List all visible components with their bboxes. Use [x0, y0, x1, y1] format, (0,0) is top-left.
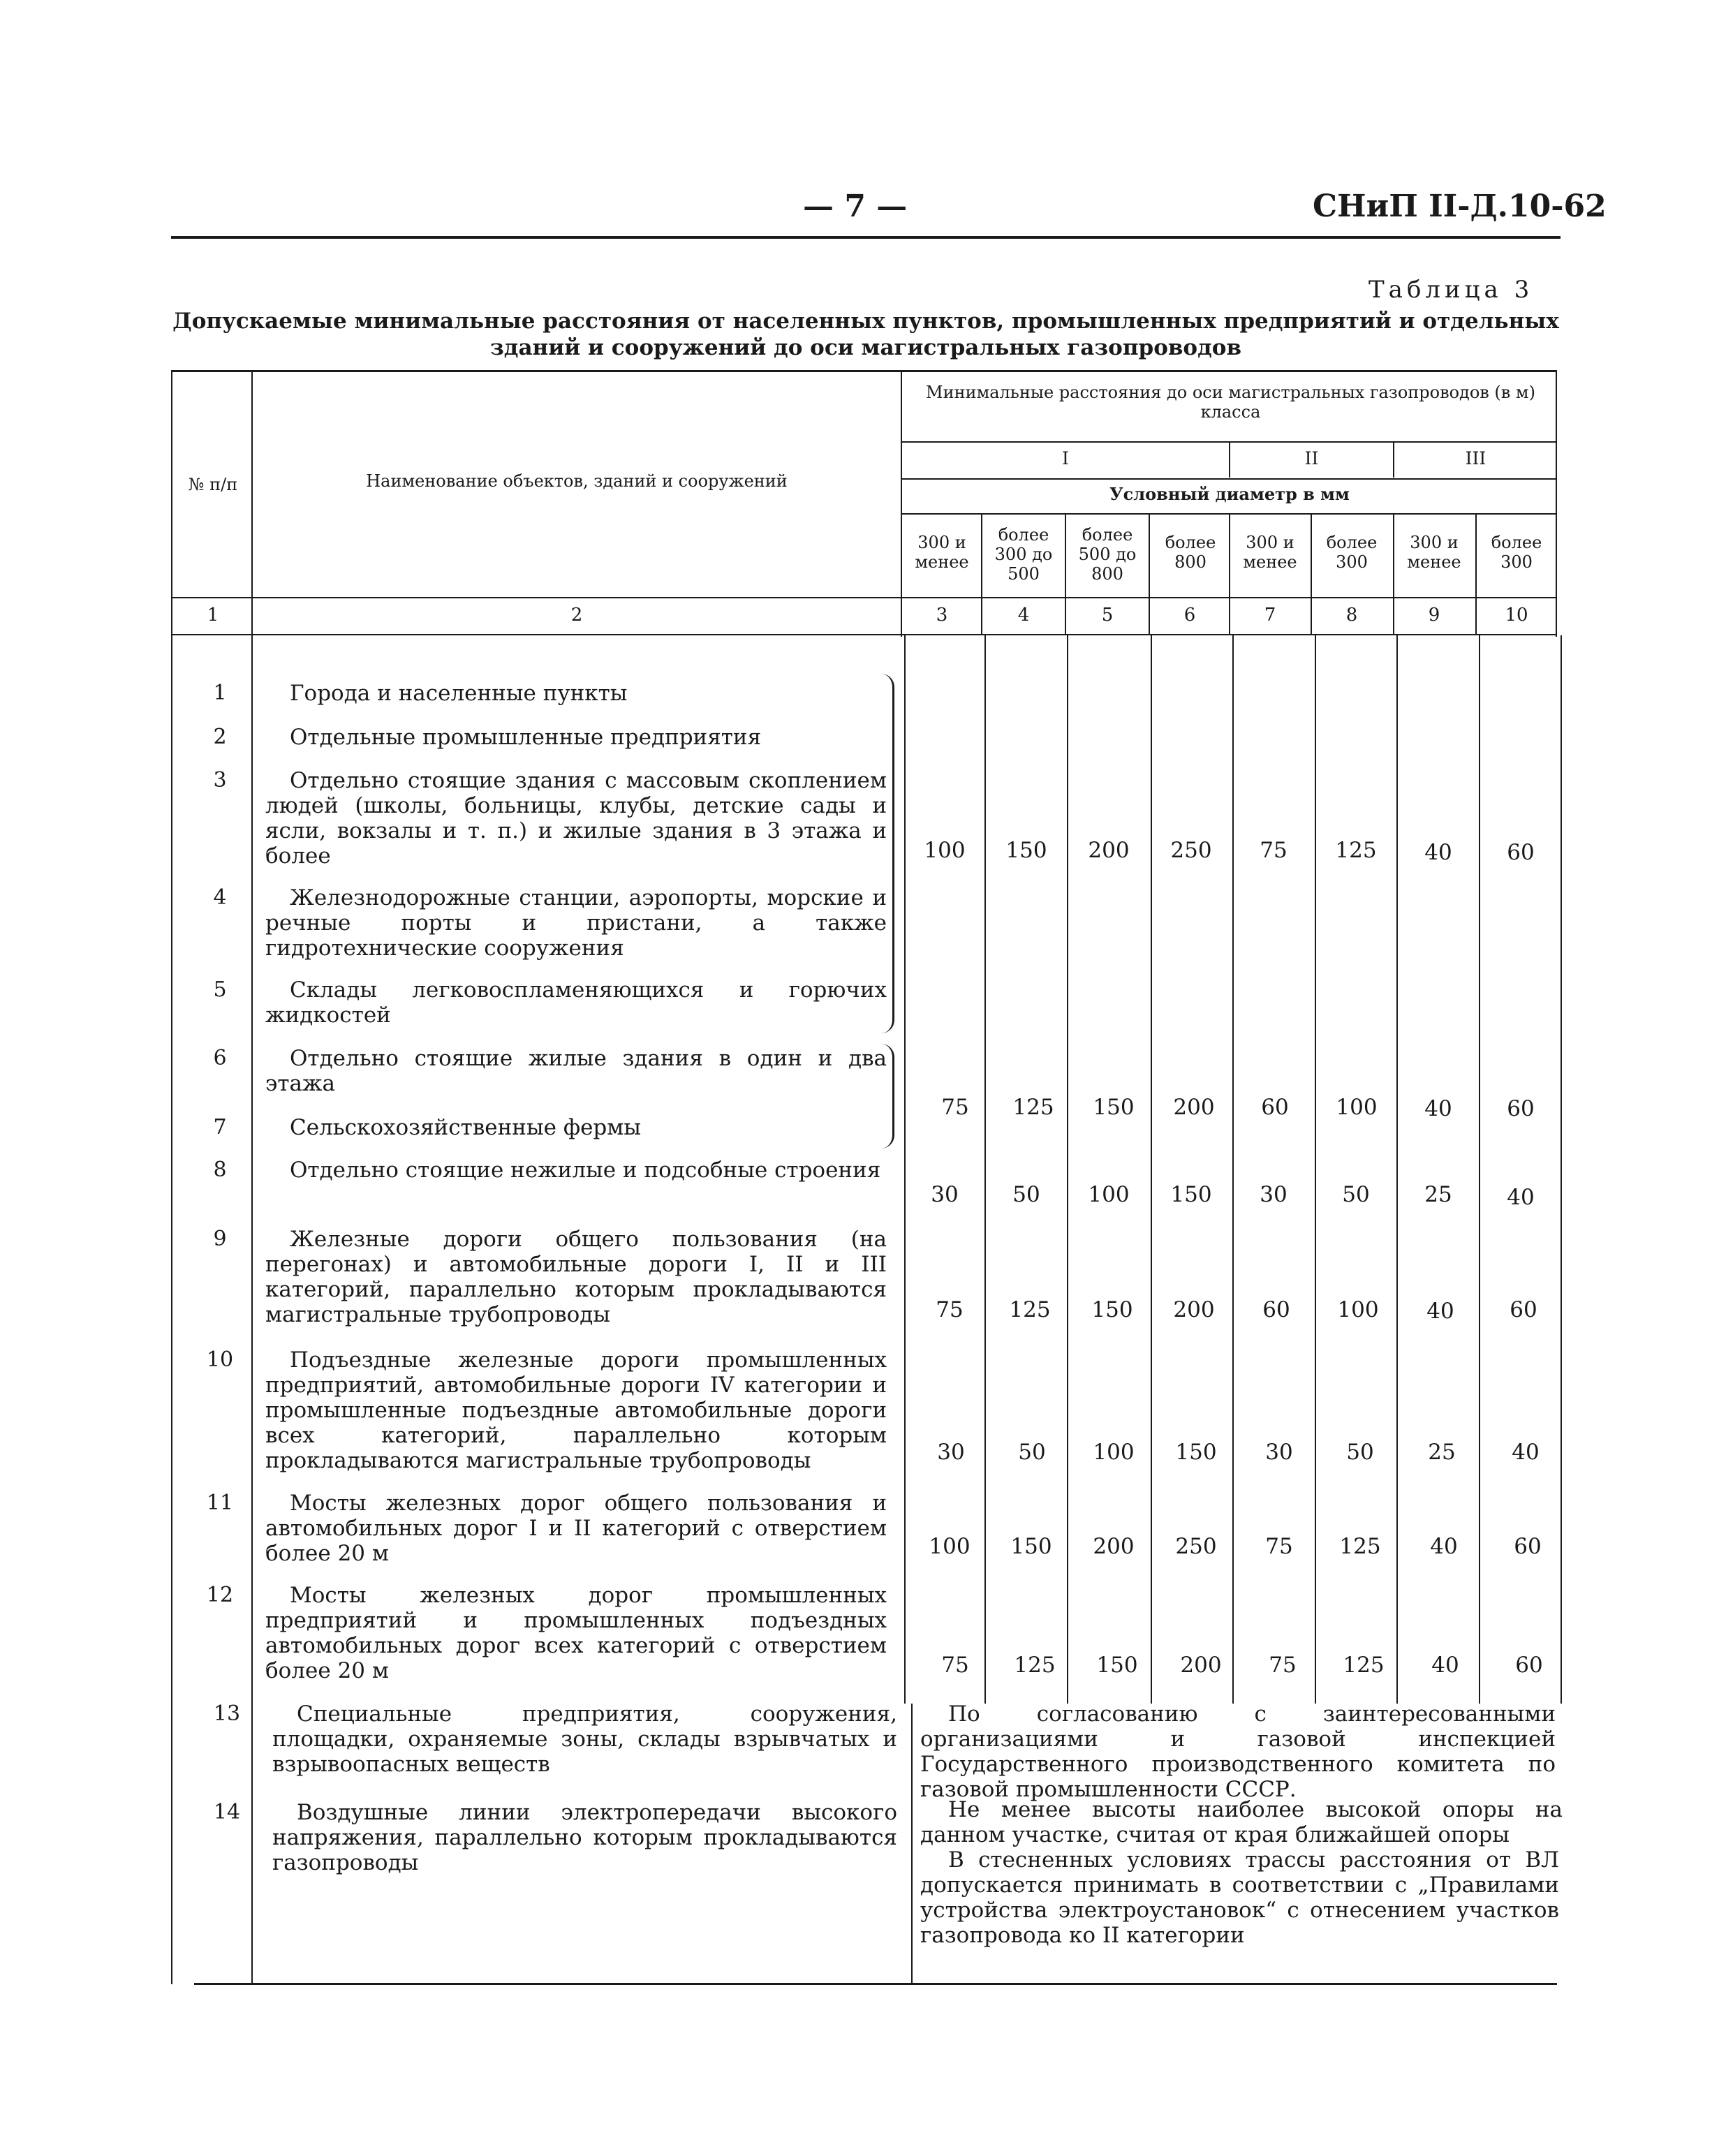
row-number: 7 — [213, 1115, 227, 1139]
value-cell: 60 — [1515, 1653, 1543, 1678]
diam-div-4 — [1229, 515, 1230, 635]
value-cell: 125 — [1343, 1653, 1385, 1678]
value-cell: 40 — [1431, 1653, 1459, 1678]
value-cell: 75 — [936, 1297, 964, 1322]
value-cell: 60 — [1510, 1297, 1537, 1322]
header-class-3: III — [1465, 448, 1486, 468]
table-left-border — [171, 371, 172, 1984]
row-name: Железнодорожные станции, аэропорты, морские и речные порты и пристани, а также гидротехнические сооружения — [265, 885, 887, 961]
body-div-g — [1396, 635, 1398, 1704]
colnum-5: 5 — [1101, 605, 1114, 626]
row-number: 13 — [213, 1701, 241, 1726]
body-div-h — [1479, 635, 1480, 1704]
value-cell: 125 — [1014, 1653, 1056, 1678]
row-number: 1 — [213, 681, 227, 705]
value-cell: 125 — [1339, 1534, 1381, 1559]
colnum-10: 10 — [1505, 605, 1528, 626]
header-name: Наименование объектов, зданий и сооружений — [366, 471, 788, 491]
value-cell: 250 — [1170, 838, 1212, 863]
value-cell: 60 — [1262, 1297, 1290, 1322]
value-cell: 200 — [1088, 838, 1130, 863]
value-cell: 125 — [1009, 1297, 1051, 1322]
colnum-1: 1 — [207, 605, 219, 626]
row-name: Отдельно стоящие здания с массовым скоплением людей (школы, больницы, клубы, детские сады и ясли, вокзалы и т. п.) и жилые здания в 3 этажа и более — [265, 768, 887, 869]
colnum-8: 8 — [1345, 605, 1358, 626]
value-cell: 75 — [941, 1095, 969, 1120]
value-cell: 50 — [1346, 1440, 1374, 1465]
value-cell: 40 — [1426, 1299, 1454, 1324]
colnum-6: 6 — [1183, 605, 1196, 626]
row-name: Мосты железных дорог общего пользования и автомобильных дорог I и II категорий с отверстием более 20 м — [265, 1491, 887, 1566]
body-div-d — [1151, 635, 1152, 1704]
row-number: 6 — [213, 1046, 227, 1070]
value-cell: 200 — [1093, 1534, 1135, 1559]
value-cell: 50 — [1012, 1182, 1040, 1207]
value-cell: 75 — [1265, 1534, 1293, 1559]
table-title-line-2: зданий и сооружений до оси магистральных газопроводов — [490, 335, 1241, 360]
header-d8: более 300 — [1491, 533, 1542, 572]
value-cell: 40 — [1512, 1440, 1540, 1465]
row-name: Сельскохозяйственные фермы — [290, 1115, 642, 1140]
row-number: 12 — [206, 1583, 234, 1607]
row-name: Отдельно стоящие жилые здания в один и два этажа — [265, 1046, 887, 1096]
row-number: 5 — [213, 977, 227, 1002]
row-number: 10 — [206, 1348, 234, 1372]
colnum-2: 2 — [570, 605, 583, 626]
value-cell: 100 — [924, 838, 966, 863]
row-name: Воздушные линии электропередачи высокого напряжения, параллельно которым прокладываются газопроводы — [272, 1800, 897, 1875]
value-cell: 75 — [1269, 1653, 1297, 1678]
document-code: СНиП II-Д.10-62 — [1313, 189, 1607, 224]
colnum-4: 4 — [1017, 605, 1030, 626]
value-cell: 100 — [1337, 1297, 1379, 1322]
diam-div-1 — [981, 515, 982, 635]
value-cell: 75 — [1260, 838, 1288, 863]
row-name: Склады легковоспламеняющихся и горючих жидкостей — [265, 977, 887, 1028]
header-class-1: I — [1062, 448, 1069, 468]
body-div-e — [1232, 635, 1234, 1704]
value-cell: 150 — [1010, 1534, 1052, 1559]
colnum-3: 3 — [936, 605, 948, 626]
value-cell: 30 — [937, 1440, 965, 1465]
value-cell: 60 — [1507, 1096, 1535, 1121]
row-name: Железные дороги общего пользования (на перегонах) и автомобильные дороги I, II и III категорий, параллельно которым прокладываются магистральные трубопроводы — [265, 1227, 887, 1327]
diam-div-3 — [1149, 515, 1150, 635]
row-number: 9 — [213, 1227, 227, 1251]
value-cell: 40 — [1507, 1185, 1535, 1210]
page-number: — 7 — — [803, 189, 908, 224]
header-number: № п/п — [188, 475, 238, 494]
value-cell: 40 — [1424, 840, 1452, 865]
value-cell: 250 — [1175, 1534, 1217, 1559]
body-div-notes — [911, 1704, 913, 1983]
row-number: 3 — [213, 768, 227, 792]
body-div-c — [1067, 635, 1068, 1704]
value-cell: 125 — [1335, 838, 1377, 863]
diam-div-2 — [1065, 515, 1066, 635]
value-cell: 30 — [1260, 1182, 1288, 1207]
value-cell: 25 — [1428, 1440, 1456, 1465]
value-cell: 100 — [1093, 1440, 1135, 1465]
note-row-14b: В стесненных условиях трассы расстояния от ВЛ допускается принимать в соответствии с „Правилами устройства электроустановок“ с отнесением участков газопровода ко II категории — [920, 1847, 1559, 1948]
value-cell: 125 — [1012, 1095, 1054, 1120]
value-cell: 150 — [1091, 1297, 1133, 1322]
value-cell: 100 — [929, 1534, 971, 1559]
value-cell: 50 — [1018, 1440, 1046, 1465]
header-rule — [171, 236, 1561, 239]
diam-div-5 — [1311, 515, 1312, 635]
rule-below-colnums — [171, 634, 1557, 635]
rule-under-classes — [901, 478, 1557, 480]
value-cell: 75 — [941, 1653, 969, 1678]
diam-div-7 — [1475, 515, 1477, 635]
value-cell: 200 — [1180, 1653, 1222, 1678]
value-cell: 25 — [1424, 1182, 1452, 1207]
row-number: 14 — [213, 1800, 241, 1824]
header-d6: более 300 — [1326, 533, 1378, 572]
rule-above-colnums — [171, 597, 1557, 598]
colnum-7: 7 — [1264, 605, 1276, 626]
header-d1: 300 и менее — [915, 533, 969, 572]
value-cell: 30 — [931, 1182, 959, 1207]
group-brace-rows-1-5 — [881, 674, 894, 1033]
row-number: 11 — [206, 1491, 234, 1515]
row-name: Города и населенные пункты — [290, 681, 628, 706]
colnum-9: 9 — [1428, 605, 1440, 626]
table-caption: Таблица 3 — [1368, 276, 1534, 304]
header-d3: более 500 до 800 — [1078, 525, 1137, 584]
header-d7: 300 и менее — [1407, 533, 1461, 572]
value-cell: 50 — [1342, 1182, 1370, 1207]
body-div-f — [1315, 635, 1316, 1704]
value-cell: 60 — [1261, 1095, 1289, 1120]
header-class-2: II — [1304, 448, 1319, 468]
value-cell: 150 — [1096, 1653, 1138, 1678]
value-cell: 40 — [1424, 1096, 1452, 1121]
row-name: Специальные предприятия, сооружения, площадки, охраняемые зоны, склады взрывчатых и взрывоопасных веществ — [272, 1701, 897, 1777]
row-name: Подъездные железные дороги промышленных предприятий, автомобильные дороги IV категории и промышленные подъездные автомобильные дороги всех категорий, параллельно которым прокладываются магистральные трубопроводы — [265, 1348, 887, 1473]
table-title-line-1: Допускаемые минимальные расстояния от населенных пунктов, промышленных предприятий и отдельных — [172, 309, 1559, 334]
header-diameter: Условный диаметр в мм — [1109, 484, 1350, 504]
value-cell: 60 — [1507, 840, 1535, 865]
value-cell: 100 — [1088, 1182, 1130, 1207]
table-top-rule — [171, 370, 1557, 372]
header-distances: Минимальные расстояния до оси магистральных газопроводов (в м) класса — [926, 383, 1535, 422]
body-div-b — [984, 635, 986, 1704]
row-name: Отдельные промышленные предприятия — [290, 725, 762, 750]
row-number: 8 — [213, 1158, 227, 1182]
header-d2: более 300 до 500 — [994, 525, 1053, 584]
body-div-a — [904, 635, 906, 1704]
note-row-14a: Не менее высоты наиболее высокой опоры на данном участке, считая от края ближайшей опоры — [920, 1797, 1563, 1847]
diam-div-6 — [1393, 515, 1394, 635]
header-d5: 300 и менее — [1243, 533, 1297, 572]
value-cell: 30 — [1265, 1440, 1293, 1465]
row-name: Мосты железных дорог промышленных предприятий и промышленных подъездных автомобильных дорог всех категорий с отверстием более 20 м — [265, 1583, 887, 1683]
row-name: Отдельно стоящие нежилые и подсобные строения — [290, 1158, 881, 1183]
value-cell: 200 — [1173, 1095, 1215, 1120]
value-cell: 150 — [1170, 1182, 1212, 1207]
note-row-13: По согласованию с заинтересованными организациями и газовой инспекцией Государственного производственного комитета по газовой промышленности СССР. — [920, 1701, 1556, 1802]
table-bottom-rule — [194, 1983, 1557, 1985]
value-cell: 150 — [1175, 1440, 1217, 1465]
group-brace-rows-6-7 — [881, 1044, 894, 1149]
value-cell: 60 — [1514, 1534, 1542, 1559]
value-cell: 100 — [1336, 1095, 1378, 1120]
value-cell: 150 — [1093, 1095, 1135, 1120]
header-d4: более 800 — [1165, 533, 1216, 572]
value-cell: 40 — [1430, 1534, 1458, 1559]
value-cell: 150 — [1005, 838, 1047, 863]
value-cell: 200 — [1173, 1297, 1215, 1322]
row-number: 4 — [213, 885, 227, 910]
row-number: 2 — [213, 725, 227, 749]
